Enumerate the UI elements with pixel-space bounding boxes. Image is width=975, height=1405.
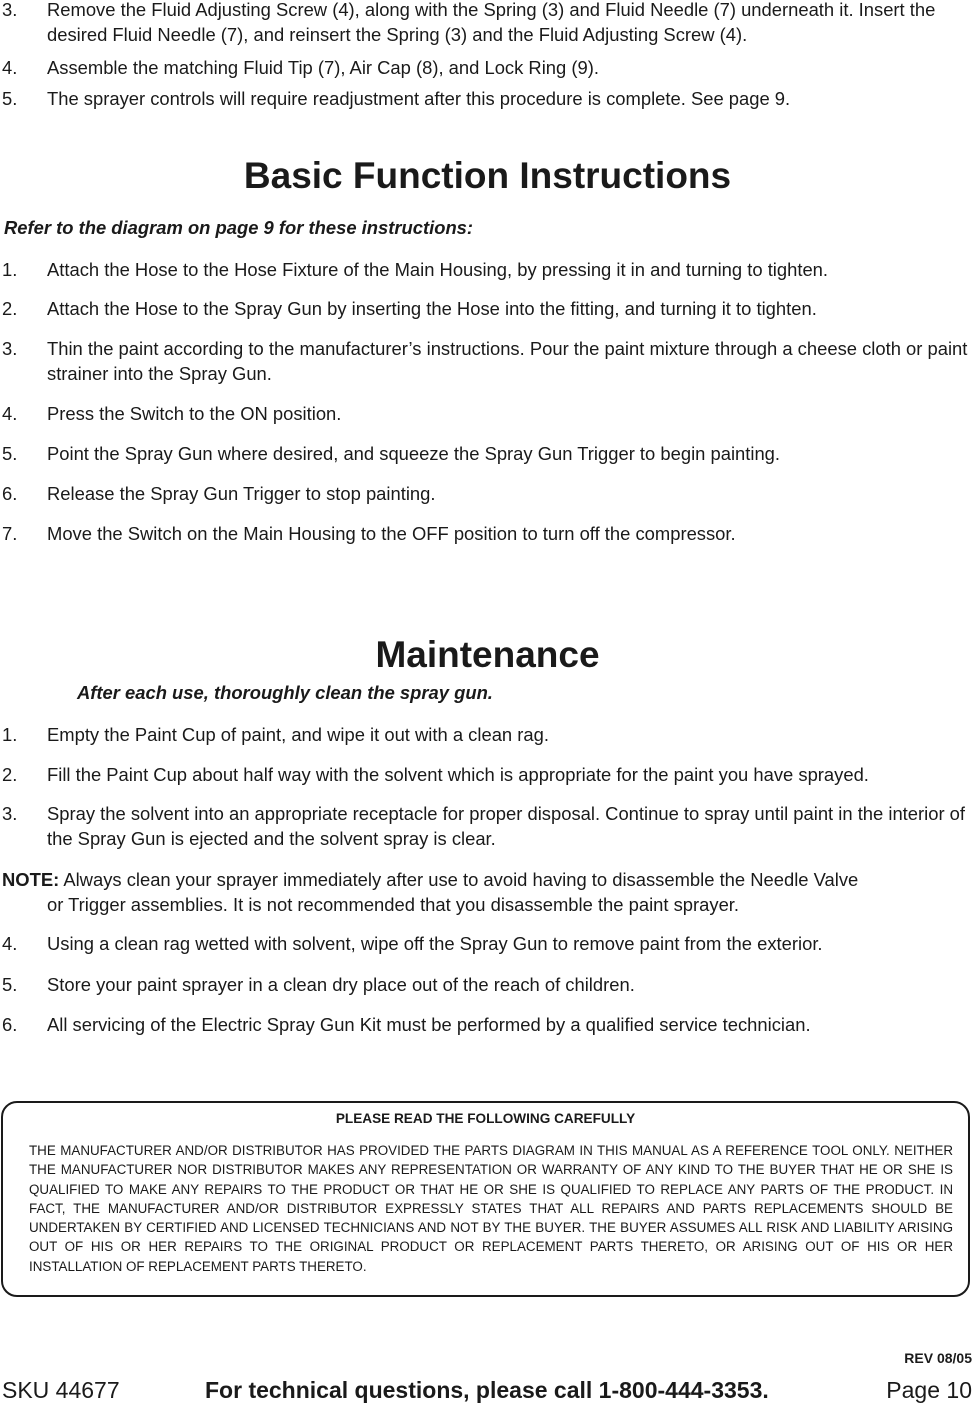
step-number: 3. <box>2 0 18 20</box>
list-item <box>0 401 970 426</box>
step-number: 2. <box>2 764 18 785</box>
step-number: 5. <box>2 88 18 109</box>
note-label: NOTE: <box>2 869 60 890</box>
step-number: 4. <box>2 403 18 424</box>
revision-label: REV 08/05 <box>904 1350 972 1366</box>
step-text: Assemble the matching Fluid Tip (7), Air Cap (8), and Lock Ring (9). <box>47 57 599 78</box>
list-item <box>0 86 970 111</box>
step-text: Attach the Hose to the Hose Fixture of the Main Housing, by pressing it in and turning to tighten. <box>47 259 829 280</box>
list-item <box>0 801 970 851</box>
page-footer <box>0 1375 975 1405</box>
list-item <box>0 722 970 747</box>
list-item <box>0 972 970 997</box>
step-text: Point the Spray Gun where desired, and squeeze the Spray Gun Trigger to begin painting. <box>47 443 781 464</box>
step-number: 1. <box>2 724 18 745</box>
step-text: All servicing of the Electric Spray Gun Kit must be performed by a qualified service technician. <box>47 1014 811 1035</box>
step-number: 6. <box>2 1014 18 1035</box>
step-number: 2. <box>2 298 18 319</box>
step-text: Fill the Paint Cup about half way with the solvent which is appropriate for the paint you have sprayed. <box>47 764 869 785</box>
notice-body: THE MANUFACTURER AND/OR DISTRIBUTOR HAS PROVIDED THE PARTS DIAGRAM IN THIS MANUAL AS A REFERENCE TOOL ONLY. NEITHER THE MANUFACTURER NOR DISTRIBUTOR MAKES ANY REPRESENTATION OR WARRANTY OF ANY KIND TO THE BUYER THAT HE OR SHE IS QUALIFIED TO MAKE ANY REPAIRS TO THE PRODUCT OR THAT HE OR SHE IS QUALIFIED TO REPLACE ANY PARTS OF THE PRODUCT. IN FACT, THE MANUFACTURER AND/OR DISTRIBUTOR EXPRESSLY STATES THAT ALL REPAIRS AND PARTS REPLACEMENTS SHOULD BE UNDERTAKEN BY CERTIFIED AND LICENSED TECHNICIANS AND NOT BY THE BUYER. THE BUYER ASSUMES ALL RISK AND LIABILITY ARISING OUT OF HIS OR HER REPAIRS TO THE ORIGINAL PRODUCT OR REPLACEMENT PARTS THERETO, OR ARISING OUT OF HIS OR HER INSTALLATION OF REPLACEMENT PARTS THERETO. <box>29 1143 953 1274</box>
step-number: 5. <box>2 443 18 464</box>
notice-title: PLEASE READ THE FOLLOWING CAREFULLY <box>335 1111 636 1126</box>
list-item <box>0 481 970 506</box>
step-text: Attach the Hose to the Spray Gun by inserting the Hose into the fitting, and turning it to tighten. <box>47 298 817 319</box>
basic-function-subtitle: Refer to the diagram on page 9 for these instructions: <box>4 217 474 238</box>
list-item <box>0 336 970 386</box>
list-item <box>0 441 970 466</box>
sku-label: SKU 44677 <box>2 1377 120 1403</box>
list-item <box>0 762 970 787</box>
note-text-continued: or Trigger assemblies. It is not recommended that you disassemble the paint sprayer. <box>47 894 740 915</box>
step-text: Store your paint sprayer in a clean dry place out of the reach of children. <box>47 974 635 995</box>
list-item <box>0 1012 970 1037</box>
step-number: 1. <box>2 259 18 280</box>
note-text: Always clean your sprayer immediately after use to avoid having to disassemble the Needle Valve <box>63 869 859 890</box>
step-number: 7. <box>2 523 18 544</box>
step-text: Move the Switch on the Main Housing to the OFF position to turn off the compressor. <box>47 523 736 544</box>
list-item <box>0 55 970 80</box>
step-number: 4. <box>2 933 18 954</box>
list-item <box>0 931 970 956</box>
step-text: Thin the paint according to the manufacturer’s instructions. Pour the paint mixture through a cheese cloth or paint strainer into the Spray Gun. <box>47 338 968 384</box>
step-text: Empty the Paint Cup of paint, and wipe it out with a clean rag. <box>47 724 549 745</box>
support-phone: For technical questions, please call 1-800-444-3353. <box>205 1377 769 1403</box>
step-text: Spray the solvent into an appropriate receptacle for proper disposal. Continue to spray until paint in the interior of the Spray Gun is ejected and the solvent spray is clear. <box>47 803 966 849</box>
step-number: 3. <box>2 338 18 359</box>
maintenance-subtitle: After each use, thoroughly clean the spray gun. <box>77 682 493 703</box>
step-text: Release the Spray Gun Trigger to stop painting. <box>47 483 436 504</box>
list-item <box>0 296 970 321</box>
step-text: Press the Switch to the ON position. <box>47 403 342 424</box>
page-number: Page 10 <box>886 1377 972 1403</box>
basic-function-heading: Basic Function Instructions <box>243 155 732 196</box>
step-number: 5. <box>2 974 18 995</box>
step-number: 6. <box>2 483 18 504</box>
step-text: Remove the Fluid Adjusting Screw (4), along with the Spring (3) and Fluid Needle (7) underneath it. Insert the desired Fluid Needle (7), and reinsert the Spring (3) and the Fluid Adjusting Screw (4). <box>47 0 936 45</box>
list-item <box>0 0 970 47</box>
notice-box <box>1 1101 970 1297</box>
list-item <box>0 521 970 546</box>
step-number: 4. <box>2 57 18 78</box>
list-item <box>0 257 970 282</box>
step-text: Using a clean rag wetted with solvent, wipe off the Spray Gun to remove paint from the exterior. <box>47 933 823 954</box>
maintenance-heading: Maintenance <box>375 634 600 675</box>
maintenance-note <box>2 867 970 917</box>
step-text: The sprayer controls will require readjustment after this procedure is complete. See page 9. <box>47 88 791 109</box>
step-number: 3. <box>2 803 18 824</box>
